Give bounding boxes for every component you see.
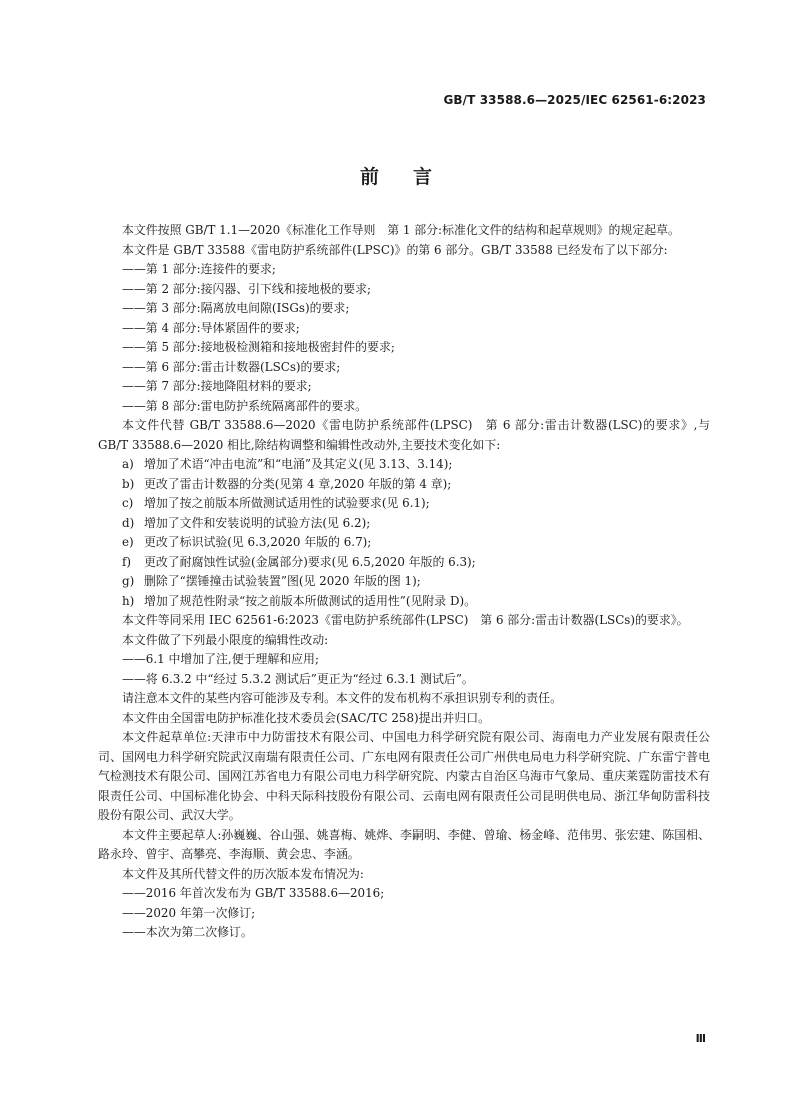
foreword-body — [98, 221, 710, 943]
list-item-edit: ——将 6.3.2 中“经过 5.3.2 测试后”更正为“经过 6.3.1 测试后”。 — [122, 671, 474, 686]
list-item-history: ——本次为第二次修订。 — [122, 925, 253, 939]
list-item-part: ——第 2 部分:接闪器、引下线和接地极的要求; — [122, 281, 372, 296]
change-text: 增加了术语“冲击电流”和“电涌”及其定义(见 3.13、3.14); — [144, 457, 453, 471]
paragraph-iec-adoption: 本文件等同采用 IEC 62561-6:2023《雷电防护系统部件(LPSC) 第 6 部分:雷击计数器(LSCs)的要求》。 — [122, 613, 689, 627]
paragraph-drafting-units: 本文件起草单位:天津市中力防雷技术有限公司、中国电力科学研究院有限公司、海南电力产业发展有限责任公司、国网电力科学研究院武汉南瑞有限责任公司、广东电网有限责任公司广州供电局电力科学研究院、广东雷宁普电气检测技术有限公司、国网江苏省电力有限公司电力科学研究院、内蒙古自治区乌海市气象局、重庆莱霆防雷技术有限责任公司、中国标准化协会、中科天际科技股份有限公司、云南电网有限责任公司昆明供电局、浙江华甸防雷科技股份有限公司、武汉大学。 — [98, 730, 710, 822]
change-text: 增加了规范性附录“按之前版本所做测试的适用性”(见附录 D)。 — [144, 593, 477, 608]
list-item-part: ——第 8 部分:雷电防护系统隔离部件的要求。 — [122, 398, 368, 413]
change-text: 更改了标识试验(见 6.3,2020 年版的 6.7); — [144, 535, 372, 549]
change-label: g) — [122, 574, 135, 588]
paragraph-drafting-rules: 本文件按照 GB/T 1.1—2020《标准化工作导则 第 1 部分:标准化文件的结构和起草规则》的规定起草。 — [122, 223, 680, 237]
list-item-edit: ——6.1 中增加了注,便于理解和应用; — [122, 652, 319, 666]
change-text: 增加了文件和安装说明的试验方法(见 6.2); — [144, 515, 371, 530]
change-text: 更改了雷击计数器的分类(见第 4 章,2020 年版的第 4 章); — [144, 476, 452, 491]
list-item-part: ——第 1 部分:连接件的要求; — [122, 262, 276, 276]
change-label: d) — [122, 515, 135, 530]
change-label: f) — [122, 554, 132, 569]
list-item-part: ——第 6 部分:雷击计数器(LSCs)的要求; — [122, 359, 341, 374]
paragraph-committee: 本文件由全国雷电防护标准化技术委员会(SAC/TC 258)提出并归口。 — [122, 710, 490, 725]
list-item-part: ——第 4 部分:导体紧固件的要求; — [122, 320, 300, 335]
page-number: Ⅲ — [695, 1032, 706, 1045]
paragraph-editorial-changes: 本文件做了下列最小限度的编辑性改动: — [122, 632, 329, 647]
paragraph-patent-notice: 请注意本文件的某些内容可能涉及专利。本文件的发布机构不承担识别专利的责任。 — [122, 691, 562, 705]
list-item-part: ——第 3 部分:隔离放电间隙(ISGs)的要求; — [122, 301, 350, 315]
paragraph-series-intro: 本文件是 GB/T 33588《雷电防护系统部件(LPSC)》的第 6 部分。GB/T 33588 已经发布了以下部分: — [122, 242, 668, 257]
change-label: h) — [122, 593, 135, 608]
paragraph-replacement: 本文件代替 GB/T 33588.6—2020《雷电防护系统部件(LPSC) 第 6 部分:雷击计数器(LSC)的要求》,与 GB/T 33588.6—2020 相比,除结构调整和编辑性改动外,主要技术变化如下: — [98, 418, 710, 452]
list-item-change — [98, 572, 710, 592]
list-item-history: ——2016 年首次发布为 GB/T 33588.6—2016; — [122, 886, 385, 900]
paragraph-history-intro: 本文件及其所代替文件的历次版本发布情况为: — [122, 866, 364, 881]
list-item-part: ——第 5 部分:接地极检测箱和接地极密封件的要求; — [122, 340, 395, 354]
change-label: e) — [122, 535, 134, 549]
list-item-change — [98, 455, 710, 475]
change-text: 删除了“摆锤撞击试验装置”图(见 2020 年版的图 1); — [144, 574, 421, 588]
change-label: c) — [122, 496, 134, 510]
page-title: 前言 — [359, 166, 466, 188]
change-label: a) — [122, 457, 134, 471]
standard-code-header: GB/T 33588.6—2025/IEC 62561-6:2023 — [443, 93, 706, 107]
list-item-change — [98, 514, 710, 534]
list-item-change — [98, 592, 710, 612]
paragraph-drafters: 本文件主要起草人:孙巍巍、谷山强、姚喜梅、姚烨、李嗣明、李健、曾瑜、杨金峰、范伟男、张宏建、陈国相、路永玲、曾宇、高攀亮、李海顺、黄会忠、李涵。 — [98, 827, 710, 861]
change-label: b) — [122, 476, 135, 491]
list-item-history: ——2020 年第一次修订; — [122, 905, 256, 920]
change-text: 增加了按之前版本所做测试适用性的试验要求(见 6.1); — [144, 496, 430, 510]
list-item-change — [98, 533, 710, 553]
list-item-part: ——第 7 部分:接地降阻材料的要求; — [122, 379, 312, 393]
list-item-change — [98, 475, 710, 495]
list-item-change — [98, 553, 710, 573]
change-text: 更改了耐腐蚀性试验(金属部分)要求(见 6.5,2020 年版的 6.3); — [144, 554, 476, 569]
list-item-change — [98, 494, 710, 514]
